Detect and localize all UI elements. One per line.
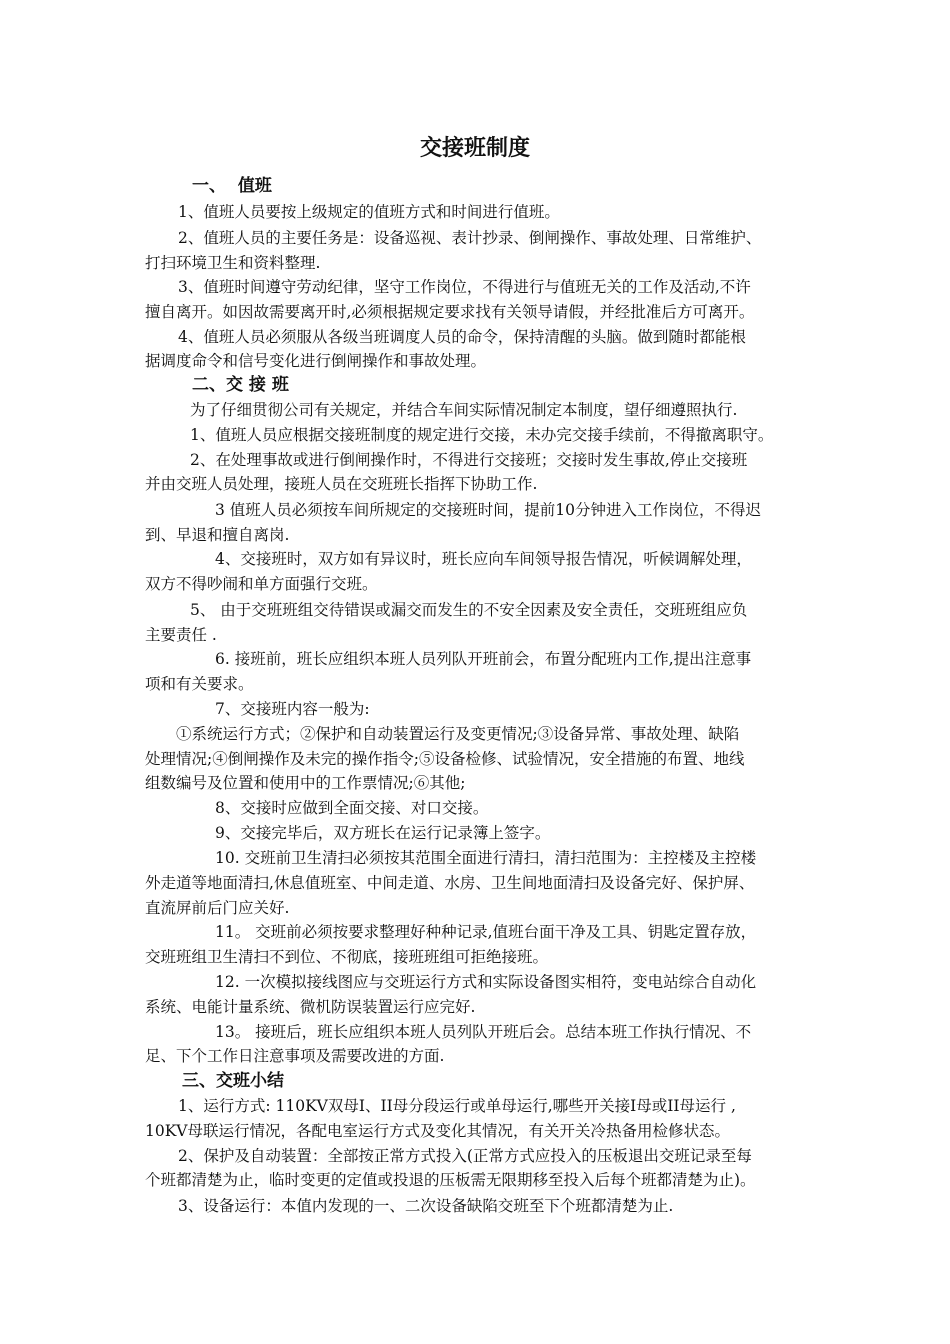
text-line: 到、早退和擅自离岗. — [145, 526, 290, 544]
text-line: 1、运行方式: 110KV双母Ⅰ、II母分段运行或单母运行,哪些开关接Ⅰ母或II母运行 , — [178, 1097, 736, 1115]
section-heading-handover: 二、交 接 班 — [192, 375, 289, 395]
text-line: 2、保护及自动装置：全部按正常方式投入(正常方式应投入的压板退出交班记录至每 — [178, 1147, 752, 1165]
text-line: 个班都清楚为止，临时变更的定值或投退的压板需无限期移至投入后每个班都清楚为止)。 — [145, 1171, 756, 1189]
text-line: 外走道等地面清扫,休息值班室、中间走道、水房、卫生间地面清扫及设备完好、保护屏、 — [145, 874, 755, 892]
text-line: 4、值班人员必须服从各级当班调度人员的命令，保持清醒的头脑。做到随时都能根 — [178, 328, 746, 346]
text-line: 并由交班人员处理，接班人员在交班班长指挥下协助工作. — [145, 475, 538, 493]
text-line: 据调度命令和信号变化进行倒闸操作和事故处理。 — [145, 352, 487, 370]
text-line: 项和有关要求。 — [145, 675, 254, 693]
text-line: 10. 交班前卫生清扫必须按其范围全面进行清扫，清扫范围为：主控楼及主控楼 — [215, 849, 757, 867]
text-line: 8、交接时应做到全面交接、对口交接。 — [215, 799, 489, 817]
text-line: 2、在处理事故或进行倒闸操作时，不得进行交接班；交接时发生事故,停止交接班 — [190, 451, 748, 469]
text-line: 交班班组卫生清扫不到位、不彻底，接班班组可拒绝接班。 — [145, 948, 549, 966]
text-line: 为了仔细贯彻公司有关规定，并结合车间实际情况制定本制度，望仔细遵照执行. — [190, 401, 738, 419]
text-line: 11。 交班前必须按要求整理好种种记录,值班台面干净及工具、钥匙定置存放， — [215, 923, 757, 941]
text-line: 1、值班人员应根据交接班制度的规定进行交接，未办完交接手续前，不得撤离职守。 — [190, 426, 774, 444]
text-line: 5、 由于交班班组交待错误或漏交而发生的不安全因素及安全责任，交班班组应负 — [190, 601, 748, 619]
text-line: 组数编号及位置和使用中的工作票情况;⑥其他; — [145, 774, 466, 792]
text-line: 12. 一次模拟接线图应与交班运行方式和实际设备图实相符，变电站综合自动化 — [215, 973, 757, 991]
text-line: 2、值班人员的主要任务是：设备巡视、表计抄录、倒闸操作、事故处理、日常维护、 — [178, 229, 762, 247]
document-title: 交接班制度 — [419, 136, 530, 161]
section-heading-summary: 三、交班小结 — [182, 1071, 284, 1091]
text-line: 13。 接班后，班长应组织本班人员列队开班后会。总结本班工作执行情况、不 — [215, 1023, 752, 1041]
text-line: 直流屏前后门应关好. — [145, 899, 290, 917]
text-line: 10KV母联运行情况，各配电室运行方式及变化其情况，有关开关冷热备用检修状态。 — [145, 1122, 730, 1140]
text-line: 打扫环境卫生和资料整理. — [145, 254, 321, 272]
text-line: 系统、电能计量系统、微机防误装置运行应完好. — [145, 998, 476, 1016]
text-line: 3 值班人员必须按车间所规定的交接班时间，提前10分钟进入工作岗位，不得迟 — [215, 501, 762, 519]
text-line: 双方不得吵闹和单方面强行交班。 — [145, 575, 378, 593]
text-line: 处理情况;④倒闸操作及未完的操作指令;⑤设备检修、试验情况，安全措施的布置、地线 — [145, 750, 745, 768]
text-line: 足、下个工作日注意事项及需要改进的方面. — [145, 1047, 445, 1065]
text-line: 3、值班时间遵守劳动纪律，坚守工作岗位，不得进行与值班无关的工作及活动,不许 — [178, 278, 751, 296]
text-line: 擅自离开。如因故需要离开时,必须根据规定要求找有关领导请假，并经批准后方可离开。 — [145, 303, 755, 321]
text-line: 9、交接完毕后，双方班长在运行记录簿上签字。 — [215, 824, 551, 842]
text-line: 6. 接班前，班长应组织本班人员列队开班前会，布置分配班内工作,提出注意事 — [215, 650, 752, 668]
text-line: 4、交接班时，双方如有异议时，班长应向车间领导报告情况，听候调解处理， — [215, 550, 752, 568]
text-line: ①系统运行方式；②保护和自动装置运行及变更情况;③设备异常、事故处理、缺陷 — [176, 725, 740, 743]
text-line: 7、交接班内容一般为: — [215, 700, 370, 718]
text-line: 1、值班人员要按上级规定的值班方式和时间进行值班。 — [178, 203, 560, 221]
text-line: 主要责任 . — [145, 626, 217, 644]
section-heading-duty: 一、 值班 — [192, 176, 272, 196]
text-line: 3、设备运行：本值内发现的一、二次设备缺陷交班至下个班都清楚为止. — [178, 1197, 674, 1215]
